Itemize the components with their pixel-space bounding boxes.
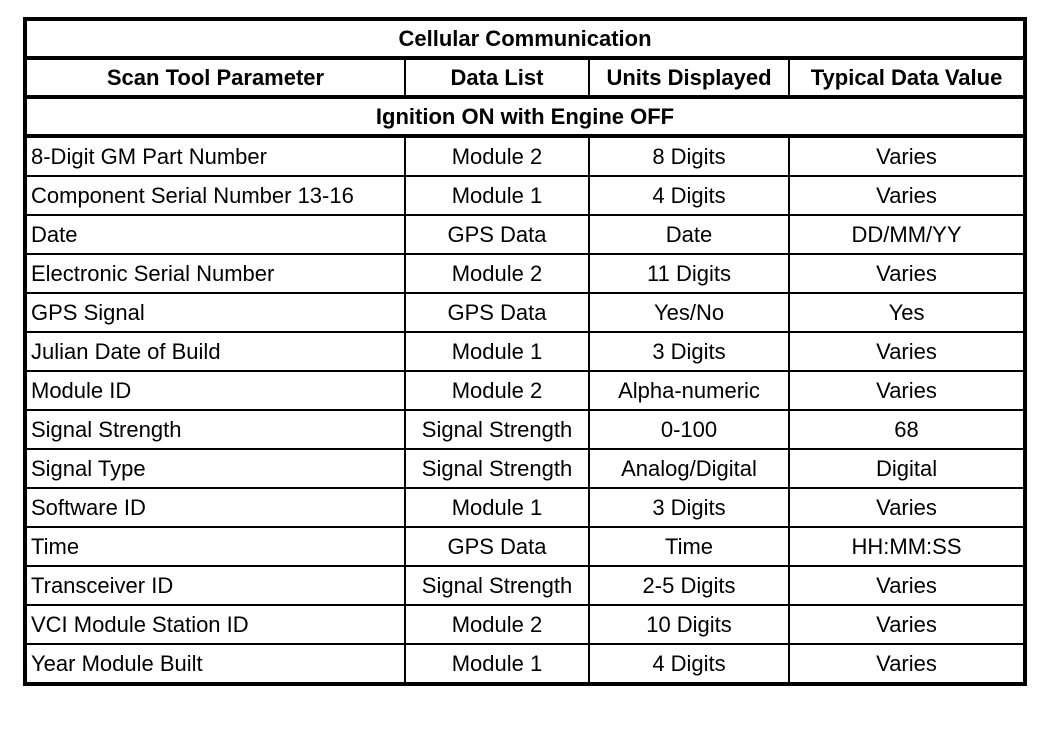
cell-units: 3 Digits: [589, 488, 789, 527]
column-header-typical-value: Typical Data Value: [789, 58, 1025, 97]
cell-units: Alpha-numeric: [589, 371, 789, 410]
cell-units: 8 Digits: [589, 136, 789, 176]
table-title: Cellular Communication: [25, 19, 1025, 58]
cell-typical-value: HH:MM:SS: [789, 527, 1025, 566]
cell-units: Date: [589, 215, 789, 254]
table-row: [25, 254, 1025, 293]
cell-parameter: Signal Strength: [25, 410, 405, 449]
cell-typical-value: Varies: [789, 332, 1025, 371]
cell-units: 4 Digits: [589, 644, 789, 684]
cell-data-list: Module 1: [405, 332, 589, 371]
cell-parameter: VCI Module Station ID: [25, 605, 405, 644]
cell-parameter: 8-Digit GM Part Number: [25, 136, 405, 176]
cell-parameter: Date: [25, 215, 405, 254]
cell-parameter: Year Module Built: [25, 644, 405, 684]
table-row: [25, 215, 1025, 254]
table-body: [25, 136, 1025, 684]
cell-units: 11 Digits: [589, 254, 789, 293]
cell-data-list: Module 2: [405, 254, 589, 293]
condition-label: Ignition ON with Engine OFF: [25, 97, 1025, 136]
cell-typical-value: Varies: [789, 136, 1025, 176]
cell-typical-value: Varies: [789, 254, 1025, 293]
cell-data-list: Module 2: [405, 136, 589, 176]
table-row: [25, 527, 1025, 566]
cell-typical-value: Varies: [789, 176, 1025, 215]
cell-typical-value: Varies: [789, 488, 1025, 527]
cell-units: 0-100: [589, 410, 789, 449]
cell-typical-value: Varies: [789, 371, 1025, 410]
cell-units: 4 Digits: [589, 176, 789, 215]
table-row: [25, 176, 1025, 215]
cell-parameter: GPS Signal: [25, 293, 405, 332]
cell-units: 3 Digits: [589, 332, 789, 371]
cell-typical-value: Varies: [789, 644, 1025, 684]
table-row: [25, 410, 1025, 449]
cell-parameter: Julian Date of Build: [25, 332, 405, 371]
cell-data-list: Signal Strength: [405, 449, 589, 488]
cell-parameter: Time: [25, 527, 405, 566]
cell-parameter: Component Serial Number 13-16: [25, 176, 405, 215]
cell-data-list: Module 2: [405, 605, 589, 644]
table-row: [25, 371, 1025, 410]
cell-data-list: Module 1: [405, 176, 589, 215]
cell-typical-value: DD/MM/YY: [789, 215, 1025, 254]
cell-data-list: Module 2: [405, 371, 589, 410]
column-header-units: Units Displayed: [589, 58, 789, 97]
table-row: [25, 566, 1025, 605]
cell-data-list: Module 1: [405, 488, 589, 527]
table-row: [25, 293, 1025, 332]
column-header-data-list: Data List: [405, 58, 589, 97]
cell-typical-value: Varies: [789, 605, 1025, 644]
table-row: [25, 136, 1025, 176]
table-title-row: [25, 19, 1025, 58]
cell-units: Yes/No: [589, 293, 789, 332]
cell-units: 2-5 Digits: [589, 566, 789, 605]
cell-typical-value: Yes: [789, 293, 1025, 332]
column-header-row: [25, 58, 1025, 97]
cell-typical-value: Digital: [789, 449, 1025, 488]
table-row: [25, 644, 1025, 684]
table-row: [25, 449, 1025, 488]
table-row: [25, 488, 1025, 527]
cell-data-list: GPS Data: [405, 215, 589, 254]
cell-typical-value: Varies: [789, 566, 1025, 605]
column-header-parameter: Scan Tool Parameter: [25, 58, 405, 97]
cellular-communication-table: [23, 17, 1027, 686]
cell-parameter: Transceiver ID: [25, 566, 405, 605]
table-row: [25, 605, 1025, 644]
cell-units: 10 Digits: [589, 605, 789, 644]
cell-data-list: Signal Strength: [405, 566, 589, 605]
condition-row: [25, 97, 1025, 136]
cell-data-list: Module 1: [405, 644, 589, 684]
cell-parameter: Module ID: [25, 371, 405, 410]
cell-parameter: Electronic Serial Number: [25, 254, 405, 293]
cell-data-list: GPS Data: [405, 293, 589, 332]
cell-parameter: Software ID: [25, 488, 405, 527]
cell-parameter: Signal Type: [25, 449, 405, 488]
cell-typical-value: 68: [789, 410, 1025, 449]
cell-data-list: Signal Strength: [405, 410, 589, 449]
cell-units: Analog/Digital: [589, 449, 789, 488]
cell-data-list: GPS Data: [405, 527, 589, 566]
table-row: [25, 332, 1025, 371]
cell-units: Time: [589, 527, 789, 566]
